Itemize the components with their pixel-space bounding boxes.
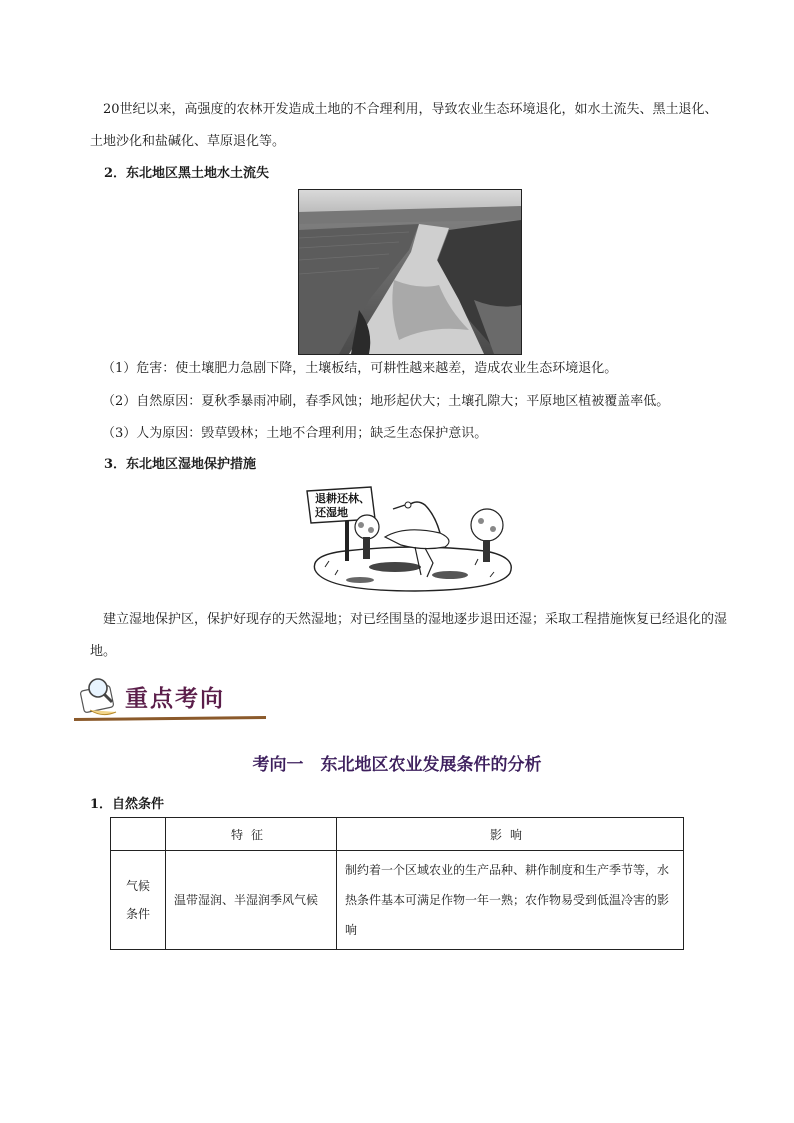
row-label-line-2: 条件: [125, 907, 150, 921]
wetland-cartoon: [305, 485, 517, 595]
sign-line-2: 还湿地: [315, 506, 348, 519]
section-2-item-2: （2）自然原因：夏秋季暴雨冲刷，春季风蚀；地形起伏大；土壤孔隙大；平原地区植被覆盖率低。: [102, 394, 670, 409]
intro-paragraph: 20世纪以来，高强度的农林开发造成土地的不合理利用，导致农业生态环境退化，如水土流失、黑土退化、土地沙化和盐碱化、草原退化等。: [90, 102, 718, 149]
header-empty-cell: [111, 818, 166, 851]
row-label-climate: [111, 851, 166, 950]
natural-conditions-table: [110, 817, 684, 950]
row-label-line-1: 气候: [125, 879, 150, 893]
table-row: [111, 851, 684, 950]
banner-title: 重点考向: [125, 686, 225, 712]
section-3-paragraph: 建立湿地保护区，保护好现存的天然湿地；对已经围垦的湿地逐步退田还湿；采取工程措施恢复已经退化的湿地。: [90, 612, 728, 659]
sign-line-1: 退耕还林、: [315, 492, 370, 505]
table-header-row: [111, 818, 684, 851]
topic-sub-heading: 1．自然条件: [90, 797, 165, 812]
climate-effect: 制约着一个区域农业的生产品种、耕作制度和生产季节等，水热条件基本可满足作物一年一熟；农作物易受到低温冷害的影响: [337, 851, 684, 950]
climate-feature: 温带湿润、半湿润季风气候: [166, 851, 337, 950]
section-2-item-1: （1）危害：使土壤肥力急剧下降，土壤板结，可耕性越来越差，造成农业生态环境退化。: [102, 361, 618, 376]
header-effect: 影响: [337, 818, 684, 851]
section-3-heading: 3．东北地区湿地保护措施: [104, 457, 257, 472]
header-feature: 特征: [166, 818, 337, 851]
soil-erosion-photo: [298, 189, 522, 355]
topic-title: 考向一 东北地区农业发展条件的分析: [252, 755, 542, 775]
section-2-item-3: （3）人为原因：毁草毁林；土地不合理利用；缺乏生态保护意识。: [102, 426, 488, 441]
section-2-heading: 2．东北地区黑土地水土流失: [104, 166, 270, 181]
